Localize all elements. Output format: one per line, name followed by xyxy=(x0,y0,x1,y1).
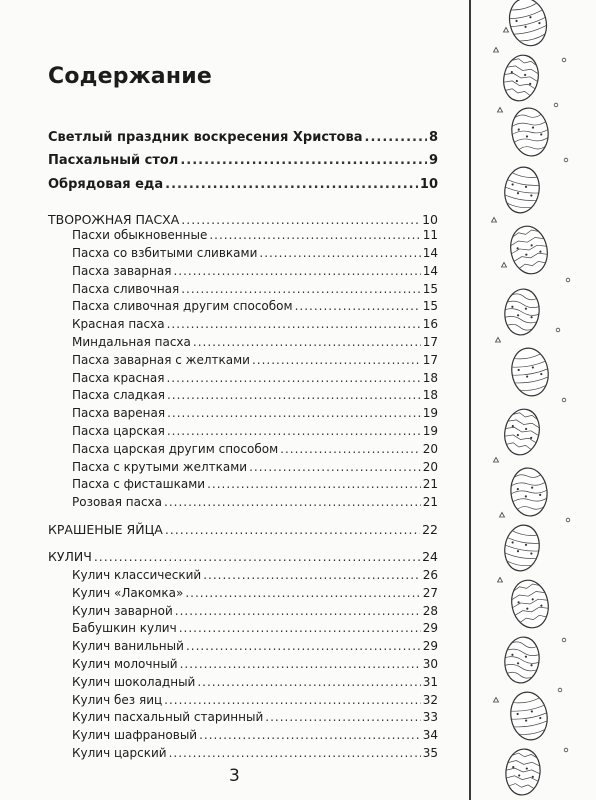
toc-entry-page: 34 xyxy=(422,728,438,742)
toc-subentry xyxy=(48,281,438,297)
toc-entry-title: Розовая пасха xyxy=(72,495,163,509)
toc-leader-dots xyxy=(167,387,421,403)
easter-egg-icon xyxy=(509,106,551,159)
toc-entry-title: Пасха заварная xyxy=(72,264,172,278)
toc-entry-title: Пасха сливочная xyxy=(72,282,180,296)
toc-subentry xyxy=(48,494,438,510)
toc-subentry xyxy=(48,674,438,690)
toc-subentry xyxy=(48,245,438,261)
toc-entry-page: 26 xyxy=(422,568,438,582)
toc-entry-title: Пасха со взбитыми сливками xyxy=(72,246,258,260)
toc-entry-page: 33 xyxy=(422,710,438,724)
toc-leader-dots xyxy=(179,620,421,636)
easter-egg-icon xyxy=(507,689,551,743)
toc-subentry xyxy=(48,603,438,619)
toc-leader-dots xyxy=(280,441,421,457)
toc-major-entry xyxy=(48,130,438,146)
toc-subentry xyxy=(48,745,438,761)
toc-subentry xyxy=(48,727,438,743)
toc-entry-title: Кулич ванильный xyxy=(72,639,184,653)
easter-egg-icon xyxy=(502,287,542,337)
toc-leader-dots xyxy=(180,656,421,672)
toc-leader-dots xyxy=(164,494,421,510)
easter-egg-icon xyxy=(500,52,543,104)
toc-entry-page: 14 xyxy=(422,246,438,260)
toc-entry-page: 19 xyxy=(422,424,438,438)
toc-entry-page: 17 xyxy=(422,335,438,349)
toc-subentry xyxy=(48,334,438,350)
toc-entry-page: 32 xyxy=(422,693,438,707)
toc-leader-dots xyxy=(164,692,421,708)
page-title: Содержание xyxy=(48,64,212,89)
toc-leader-dots xyxy=(173,263,420,279)
toc-leader-dots xyxy=(209,227,420,243)
toc-entry-page: 20 xyxy=(422,442,438,456)
easter-egg-icon xyxy=(504,747,543,796)
toc-entry-page: 20 xyxy=(422,460,438,474)
toc-entry-title: Пасхальный стол xyxy=(48,153,179,168)
toc-leader-dots xyxy=(165,522,420,538)
toc-leader-dots xyxy=(181,212,420,228)
toc-subentry xyxy=(48,441,438,457)
toc-entry-page: 31 xyxy=(422,675,438,689)
toc-leader-dots xyxy=(265,709,420,725)
toc-leader-dots xyxy=(295,298,421,314)
toc-entry-title: Пасха с фисташками xyxy=(72,477,206,491)
toc-leader-dots xyxy=(259,245,420,261)
toc-entry-page: 18 xyxy=(422,371,438,385)
toc-entry-title: Пасхи обыкновенные xyxy=(72,228,208,242)
toc-subentry xyxy=(48,459,438,475)
toc-section-entry xyxy=(48,549,438,565)
margin-divider-line xyxy=(469,0,471,800)
toc-subentry xyxy=(48,405,438,421)
toc-entry-page: 30 xyxy=(422,657,438,671)
toc-leader-dots xyxy=(169,745,421,761)
toc-leader-dots xyxy=(181,281,420,297)
toc-entry-title: Пасха царская xyxy=(72,424,165,438)
toc-entry-title: Кулич без яиц xyxy=(72,693,163,707)
toc-entry-title: КРАШЕНЫЕ ЯЙЦА xyxy=(48,522,163,537)
toc-entry-title: Пасха сливочная другим способом xyxy=(72,299,293,313)
toc-entry-page: 14 xyxy=(422,264,438,278)
toc-subentry xyxy=(48,620,438,636)
toc-subentry xyxy=(48,476,438,492)
toc-entry-title: Кулич пасхальный старинный xyxy=(72,710,264,724)
toc-leader-dots xyxy=(175,603,421,619)
toc-entry-page: 15 xyxy=(422,282,438,296)
toc-entry-page: 21 xyxy=(422,477,438,491)
toc-subentry xyxy=(48,387,438,403)
toc-subentry xyxy=(48,656,438,672)
toc-subentry xyxy=(48,316,438,332)
toc-subentry xyxy=(48,263,438,279)
easter-egg-icon xyxy=(509,466,550,518)
toc-entry-title: Светлый праздник воскресения Христова xyxy=(48,130,363,145)
toc-subentry xyxy=(48,709,438,725)
toc-entry-page: 10 xyxy=(419,177,438,192)
toc-major-entry xyxy=(48,177,438,193)
toc-subentry xyxy=(48,370,438,386)
toc-entry-title: Пасха вареная xyxy=(72,406,166,420)
toc-major-entry xyxy=(48,153,438,169)
toc-entry-title: Кулич шоколадный xyxy=(72,675,196,689)
toc-entry-page: 19 xyxy=(422,406,438,420)
toc-entry-title: ТВОРОЖНАЯ ПАСХА xyxy=(48,212,180,227)
toc-entry-title: Красная пасха xyxy=(72,317,165,331)
toc-entry-title: Миндальная пасха xyxy=(72,335,191,349)
toc-subentry xyxy=(48,585,438,601)
toc-entry-page: 10 xyxy=(422,212,438,227)
toc-leader-dots xyxy=(199,727,421,743)
toc-entry-page: 16 xyxy=(422,317,438,331)
easter-eggs-ornament-icon xyxy=(476,0,596,800)
toc-entry-page: 24 xyxy=(422,549,438,564)
toc-leader-dots xyxy=(203,567,421,583)
easter-egg-icon xyxy=(506,223,551,277)
toc-leader-dots xyxy=(180,153,427,169)
toc-section-entry xyxy=(48,212,438,228)
toc-entry-title: Обрядовая еда xyxy=(48,177,164,192)
toc-subentry xyxy=(48,423,438,439)
toc-leader-dots xyxy=(94,549,420,565)
toc-entry-title: Кулич царский xyxy=(72,746,167,760)
toc-entry-page: 21 xyxy=(422,495,438,509)
easter-egg-icon xyxy=(504,0,551,50)
toc-subentry xyxy=(48,227,438,243)
toc-entry-title: Кулич шафрановый xyxy=(72,728,198,742)
toc-entry-page: 9 xyxy=(428,153,438,168)
toc-entry-page: 29 xyxy=(422,639,438,653)
toc-leader-dots xyxy=(197,674,420,690)
toc-entry-title: Пасха заварная с желтками xyxy=(72,353,250,367)
toc-entry-page: 18 xyxy=(422,388,438,402)
easter-egg-icon xyxy=(501,406,544,458)
toc-entry-title: КУЛИЧ xyxy=(48,549,92,564)
toc-entry-title: Пасха царская другим способом xyxy=(72,442,279,456)
toc-leader-dots xyxy=(167,405,421,421)
toc-subentry xyxy=(48,352,438,368)
toc-entry-page: 15 xyxy=(422,299,438,313)
toc-entry-page: 28 xyxy=(422,604,438,618)
toc-leader-dots xyxy=(165,177,418,193)
toc-entry-title: Кулич классический xyxy=(72,568,202,582)
toc-leader-dots xyxy=(185,585,420,601)
toc-leader-dots xyxy=(365,130,427,146)
toc-entry-title: Кулич заварной xyxy=(72,604,173,618)
toc-entry-page: 35 xyxy=(422,746,438,760)
toc-subentry xyxy=(48,567,438,583)
easter-egg-icon xyxy=(508,345,552,399)
toc-leader-dots xyxy=(193,334,421,350)
toc-leader-dots xyxy=(186,638,421,654)
page-number: 3 xyxy=(229,766,240,786)
toc-leader-dots xyxy=(166,370,420,386)
toc-entry-page: 11 xyxy=(422,228,438,242)
easter-egg-icon xyxy=(507,577,552,631)
toc-leader-dots xyxy=(207,476,421,492)
toc-entry-title: Пасха с крутыми желтками xyxy=(72,460,248,474)
toc-entry-page: 27 xyxy=(422,586,438,600)
easter-egg-icon xyxy=(501,522,542,573)
toc-entry-title: Пасха красная xyxy=(72,371,165,385)
toc-leader-dots xyxy=(252,352,421,368)
toc-leader-dots xyxy=(249,459,421,475)
toc-entry-page: 8 xyxy=(428,130,438,145)
toc-entry-page: 22 xyxy=(422,522,438,537)
easter-egg-icon xyxy=(501,164,542,215)
toc-subentry xyxy=(48,692,438,708)
toc-subentry xyxy=(48,638,438,654)
toc-leader-dots xyxy=(167,316,421,332)
toc-entry-title: Бабушкин кулич xyxy=(72,621,177,635)
toc-entry-page: 29 xyxy=(422,621,438,635)
toc-entry-title: Пасха сладкая xyxy=(72,388,165,402)
toc-entry-page: 17 xyxy=(422,353,438,367)
toc-subentry xyxy=(48,298,438,314)
toc-entry-title: Кулич «Лакомка» xyxy=(72,586,184,600)
easter-egg-icon xyxy=(502,635,542,685)
toc-section-entry xyxy=(48,522,438,538)
toc-entry-title: Кулич молочный xyxy=(72,657,178,671)
toc-leader-dots xyxy=(167,423,421,439)
